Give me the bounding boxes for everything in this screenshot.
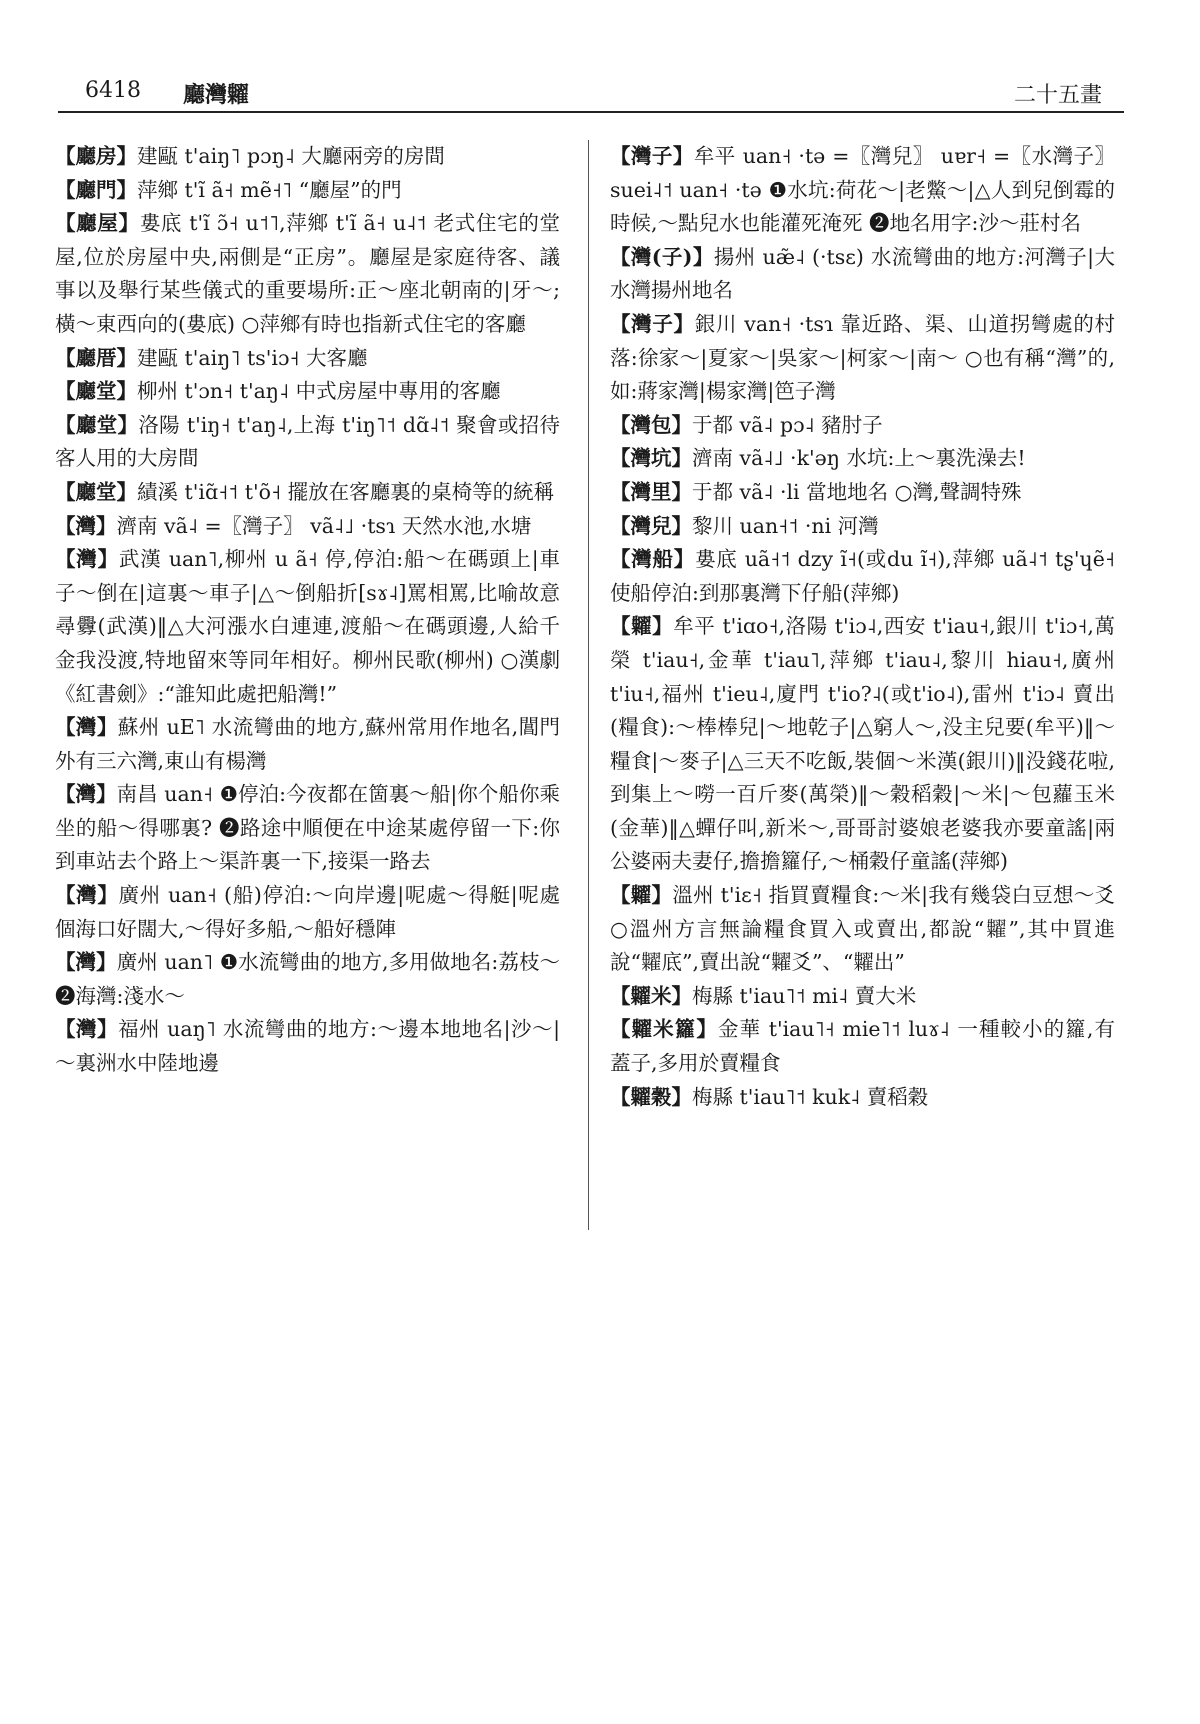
entry-headword: 【灣包】 <box>610 412 692 437</box>
entry-definition: 廣州 uan˥ ❶水流彎曲的地方,多用做地名:荔枝～ ❷海灣:淺水～ <box>55 950 561 1008</box>
entry-definition: 蘇州 uE˥ 水流彎曲的地方,蘇州常用作地名,閶門外有三六灣,東山有楊灣 <box>55 715 561 773</box>
dictionary-entry <box>610 879 1115 980</box>
entry-definition: 濟南 vã˨˩ ·k'əŋ 水坑:上～裏洗澡去! <box>692 446 1026 471</box>
entry-headword: 【糶】 <box>610 883 673 908</box>
entry-headword: 【灣坑】 <box>610 446 692 471</box>
entry-definition: 梅縣 t'iau˥˦ kuk˨ 賣稻穀 <box>692 1084 929 1109</box>
entry-headword: 【廳門】 <box>55 177 137 202</box>
entry-definition: 武漢 uan˥,柳州 u ã˧ 停,停泊:船～在碼頭上|車子～倒在|這裏～車子|△～倒船折[sɤ˨]罵相罵,比喻故意尋釁(武漢)‖△大河漲水白連連,渡船～在碼頭邊,人給千金我没渡,特地留來等同年相好。柳州民歌(柳州) ○漢劇《紅書劍》:“誰知此處把船灣!” <box>55 547 561 706</box>
dictionary-entry <box>55 543 560 711</box>
column-divider <box>588 140 589 1230</box>
entry-headword: 【糶米】 <box>610 983 692 1008</box>
entry-headword: 【糶穀】 <box>610 1084 692 1109</box>
entry-headword: 【灣】 <box>55 782 117 807</box>
dictionary-entry <box>55 946 560 1013</box>
entry-definition: 洛陽 t'iŋ˧ t'aŋ˨,上海 t'iŋ˥˦ dɑ̃˨˦ 聚會或招待客人用的大房間 <box>55 412 561 471</box>
dictionary-entry <box>55 510 560 544</box>
entry-headword: 【糶米籮】 <box>610 1017 718 1042</box>
dictionary-entry <box>610 308 1115 409</box>
dictionary-entry <box>55 375 560 409</box>
entry-definition: 黎川 uan˧˦ ·ni 河灣 <box>692 513 879 538</box>
entry-definition: 牟平 t'iɑo˧,洛陽 t'iɔ˨,西安 t'iau˧,銀川 t'iɔ˧,萬榮 t'iau˧,金華 t'iau˥,萍鄉 t'iau˨,黎川 hiau˧,廣州 t'iu˧,福州 t'ieu˨,廈門 t'io?˨(或t'io˨),雷州 t'iɔ˨ 賣出(糧食):～棒棒兒|～地乾子|△窮人～,没主兒要(牟平)‖～糧食|～麥子|△三天不吃飯,裝個～米漢(銀川)‖没錢花啦,到集上～嘮一百斤麥(萬榮)‖～穀稻穀|～米|～包蘿玉米(金華)‖△蟬仔叫,新米～,哥哥討婆娘老婆我亦要童謠|兩公婆兩夫妻仔,擔擔籮仔,～桶穀仔童謠(萍鄉) <box>610 614 1115 874</box>
entry-headword: 【灣子】 <box>610 144 694 168</box>
entry-definition: 福州 uaŋ˥ 水流彎曲的地方:～邊本地地名|沙～|～裏洲水中陸地邊 <box>55 1017 560 1076</box>
entry-definition: 績溪 t'iɑ̃˧˦ t'õ˧ 擺放在客廳裏的桌椅等的統稱 <box>137 479 555 504</box>
dictionary-entry <box>55 1013 560 1080</box>
dictionary-entry <box>610 510 1115 544</box>
entry-headword: 【廳厝】 <box>55 345 137 370</box>
entry-headword: 【灣】 <box>55 1017 119 1042</box>
dictionary-entry <box>55 342 560 376</box>
dictionary-entry <box>55 778 560 879</box>
entry-headword: 【灣】 <box>55 513 117 538</box>
entry-headword: 【灣船】 <box>610 547 695 572</box>
entry-definition: 廣州 uan˧ (船)停泊:～向岸邊|呢處～得艇|呢處個海口好闊大,～得好多船,～船好穩陣 <box>55 883 560 941</box>
entry-headword: 【廳房】 <box>55 144 137 168</box>
entry-definition: 于都 vã˨ ·li 當地地名 ○灣,聲調特殊 <box>692 479 1022 504</box>
dictionary-entry <box>55 476 560 510</box>
entry-definition: 梅縣 t'iau˥˦ mi˨ 賣大米 <box>692 983 917 1008</box>
entry-headword: 【灣(子)】 <box>610 244 714 269</box>
entry-headword: 【灣】 <box>55 715 118 740</box>
dictionary-entry <box>610 140 1115 241</box>
dictionary-entry <box>610 1013 1115 1080</box>
entry-headword: 【灣里】 <box>610 479 692 504</box>
entry-definition: 牟平 uan˧ ·tə =〖灣兒〗 uɐr˧ =〖水灣子〗 suei˨˦ uan˧ ·tə ❶水坑:荷花～|老鱉～|△人到兒倒霉的時候,～點兒水也能灌死淹死 ❷地名用字:沙～莊村名 <box>610 144 1115 236</box>
dictionary-entry <box>610 409 1115 443</box>
entry-definition: 濟南 vã˨ =〖灣子〗 vã˨˩ ·tsɿ 天然水池,水塘 <box>116 513 532 538</box>
entry-definition: 溫州 t'iɛ˧ 指買賣糧食:～米|我有幾袋白豆想～爻 ○溫州方言無論糧食買入或賣出,都說“糶”,其中買進說“糶底”,賣出說“糶爻”、“糶出” <box>610 883 1115 975</box>
entry-definition: 建甌 t'aiŋ˥ pɔŋ˨ 大廳兩旁的房間 <box>137 144 445 168</box>
entry-definition: 萍鄉 t'ĩ ã˧ mẽ˧˥ “廳屋”的門 <box>137 177 402 202</box>
entry-definition: 南昌 uan˧ ❶停泊:今夜都在箇裏～船|你个船你乘坐的船～得哪裏? ❷路途中順便在中途某處停留一下:你到車站去个路上～渠許裏一下,接渠一路去 <box>55 782 561 874</box>
dictionary-entry <box>55 140 560 174</box>
dictionary-entry <box>610 610 1115 879</box>
dictionary-entry <box>610 543 1115 610</box>
entry-headword: 【廳堂】 <box>55 479 137 504</box>
header-rule <box>58 111 1124 113</box>
dictionary-entry <box>55 207 560 341</box>
dictionary-entry <box>610 241 1115 308</box>
right-column <box>610 140 1115 1114</box>
entry-definition: 揚州 uæ̃˨ (·tsɛ) 水流彎曲的地方:河灣子|大水灣揚州地名 <box>610 244 1115 303</box>
entry-definition: 銀川 van˧ ·tsɿ 靠近路、渠、山道拐彎處的村落:徐家～|夏家～|吳家～|柯家～|南～ ○也有稱“灣”的,如:蔣家灣|楊家灣|笆子灣 <box>610 311 1116 404</box>
dictionary-entry <box>55 174 560 208</box>
entry-headword: 【灣兒】 <box>610 513 692 538</box>
entry-definition: 婁底 uã˧˦ dzy ĩ˧(或du ĩ˧),萍鄉 uã˨˦ tʂ'ɥẽ˧ 使船停泊:到那裏灣下仔船(萍鄉) <box>610 547 1115 605</box>
entry-headword: 【糶】 <box>610 614 674 639</box>
page-number: 6418 <box>85 78 141 103</box>
entry-headword: 【廳堂】 <box>55 412 139 437</box>
entry-headword: 【灣】 <box>55 883 119 908</box>
entry-definition: 于都 vã˨ pɔ˨ 豬肘子 <box>692 412 883 437</box>
entry-definition: 建甌 t'aiŋ˥ ts'iɔ˧ 大客廳 <box>137 345 368 370</box>
entry-headword: 【廳堂】 <box>55 379 137 404</box>
entry-headword: 【灣】 <box>55 950 117 975</box>
entry-definition: 柳州 t'ɔn˧ t'aŋ˨ 中式房屋中專用的客廳 <box>137 379 501 404</box>
left-column <box>55 140 560 1081</box>
dictionary-entry <box>55 711 560 778</box>
dictionary-entry <box>610 1081 1115 1115</box>
entry-definition: 金華 t'iau˥˧ mie˥˦ luɤ˨ 一種較小的籮,有蓋子,多用於賣糧食 <box>610 1017 1115 1076</box>
dictionary-entry <box>610 442 1115 476</box>
entry-headword: 【灣】 <box>55 547 119 572</box>
running-title: 廳灣糶 <box>183 82 250 108</box>
dictionary-entry <box>610 476 1115 510</box>
page-header <box>60 70 1120 110</box>
stroke-count-label: 二十五畫 <box>1013 83 1102 108</box>
dictionary-entry <box>55 409 560 476</box>
dictionary-entry <box>55 879 560 946</box>
dictionary-entry <box>610 980 1115 1014</box>
entry-definition: 婁底 t'ĩ ɔ̃˧ u˦˥,萍鄉 t'ĩ ã˧ u˨˦ 老式住宅的堂屋,位於房屋中央,兩側是“正房”。廳屋是家庭待客、議事以及舉行某些儀式的重要場所:正～座北朝南的|牙～;橫～東西向的(婁底) ○萍鄉有時也指新式住宅的客廳 <box>55 211 560 336</box>
entry-headword: 【廳屋】 <box>55 211 140 236</box>
entry-headword: 【灣子】 <box>610 311 695 336</box>
